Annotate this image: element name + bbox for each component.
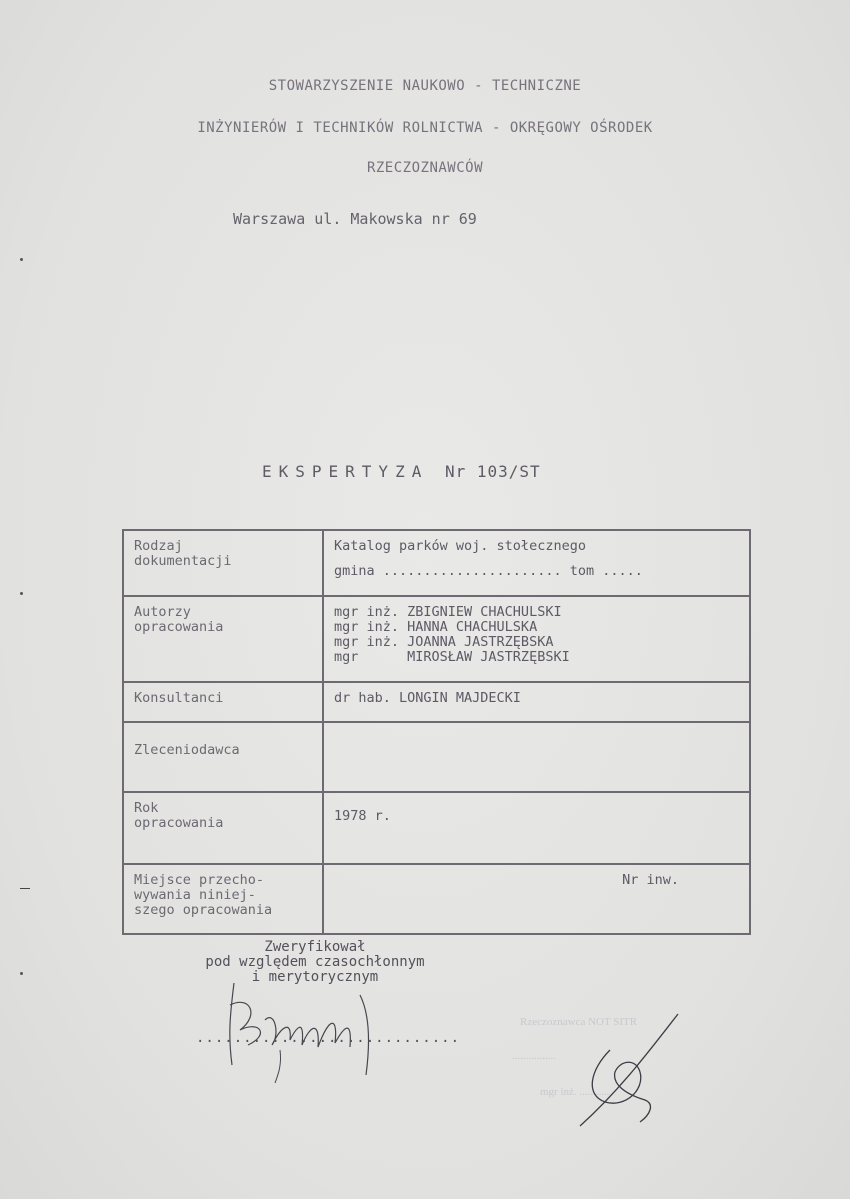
stamp-signature — [570, 1010, 690, 1130]
table-row — [123, 864, 750, 934]
verification-line-2: pod względem czasochłonnym — [205, 954, 425, 970]
author-line: mgr inż. HANNA CHACHULSKA — [334, 619, 538, 635]
margin-tick — [20, 888, 30, 889]
label-autorzy — [123, 596, 323, 682]
signature-dotted-line: ............................ — [196, 1030, 461, 1046]
margin-dot — [20, 592, 23, 595]
value-rok: 1978 r. — [323, 792, 750, 864]
value-autorzy — [323, 596, 750, 682]
table-row — [123, 530, 750, 596]
stamp-line-3: mgr inż. ........... — [540, 1086, 610, 1098]
value-rodzaj — [323, 530, 750, 596]
value-zleceniodawca — [323, 722, 750, 792]
label-miejsce — [123, 864, 323, 934]
label-konsultanci: Konsultanci — [123, 682, 323, 722]
label-autorzy-text: Autorzy opracowania — [134, 604, 224, 635]
author-line: mgr inż. ZBIGNIEW CHACHULSKI — [334, 604, 562, 620]
table-row — [123, 722, 750, 792]
margin-dot — [20, 972, 23, 975]
verification-line-1: Zweryfikował — [264, 939, 366, 955]
value-konsultanci: dr hab. LONGIN MAJDECKI — [323, 682, 750, 722]
document-info-table — [122, 529, 751, 935]
label-miejsce-text: Miejsce przecho- wywania niniej- szego opracowania — [134, 872, 273, 918]
table-row — [123, 682, 750, 722]
inventory-number-label: Nr inw. — [622, 872, 679, 888]
label-rok — [123, 792, 323, 864]
verification-line-3: i merytorycznym — [251, 969, 379, 985]
label-rodzaj-text: Rodzaj dokumentacji — [134, 538, 232, 569]
stamp-line-2: ................ — [512, 1050, 556, 1062]
label-zleceniodawca: Zleceniodawca — [123, 722, 323, 792]
margin-dot — [20, 258, 23, 261]
table-row — [123, 792, 750, 864]
rodzaj-line-2: gmina ...................... tom ..... — [334, 563, 643, 579]
rodzaj-line-1: Katalog parków woj. stołecznego — [334, 538, 586, 554]
label-rodzaj — [123, 530, 323, 596]
document-title — [262, 462, 541, 481]
header-line-2: INŻYNIERÓW I TECHNIKÓW ROLNICTWA - OKRĘGOWY OŚRODEK — [197, 120, 653, 136]
title-main: EKSPERTYZA — [262, 462, 429, 481]
address: Warszawa ul. Makowska nr 69 — [233, 210, 477, 228]
table-row — [123, 596, 750, 682]
value-miejsce — [323, 864, 750, 934]
stamp-line-1: Rzeczoznawca NOT SITR — [520, 1016, 638, 1028]
author-line: mgr MIROSŁAW JASTRZĘBSKI — [334, 649, 570, 665]
header-line-1: STOWARZYSZENIE NAUKOWO - TECHNICZNE — [268, 78, 582, 94]
author-line: mgr inż. JOANNA JASTRZĘBSKA — [334, 634, 554, 650]
title-number: Nr 103/ST — [444, 462, 541, 481]
label-rok-text: Rok opracowania — [134, 800, 224, 831]
header-line-3: RZECZOZNAWCÓW — [366, 160, 484, 176]
